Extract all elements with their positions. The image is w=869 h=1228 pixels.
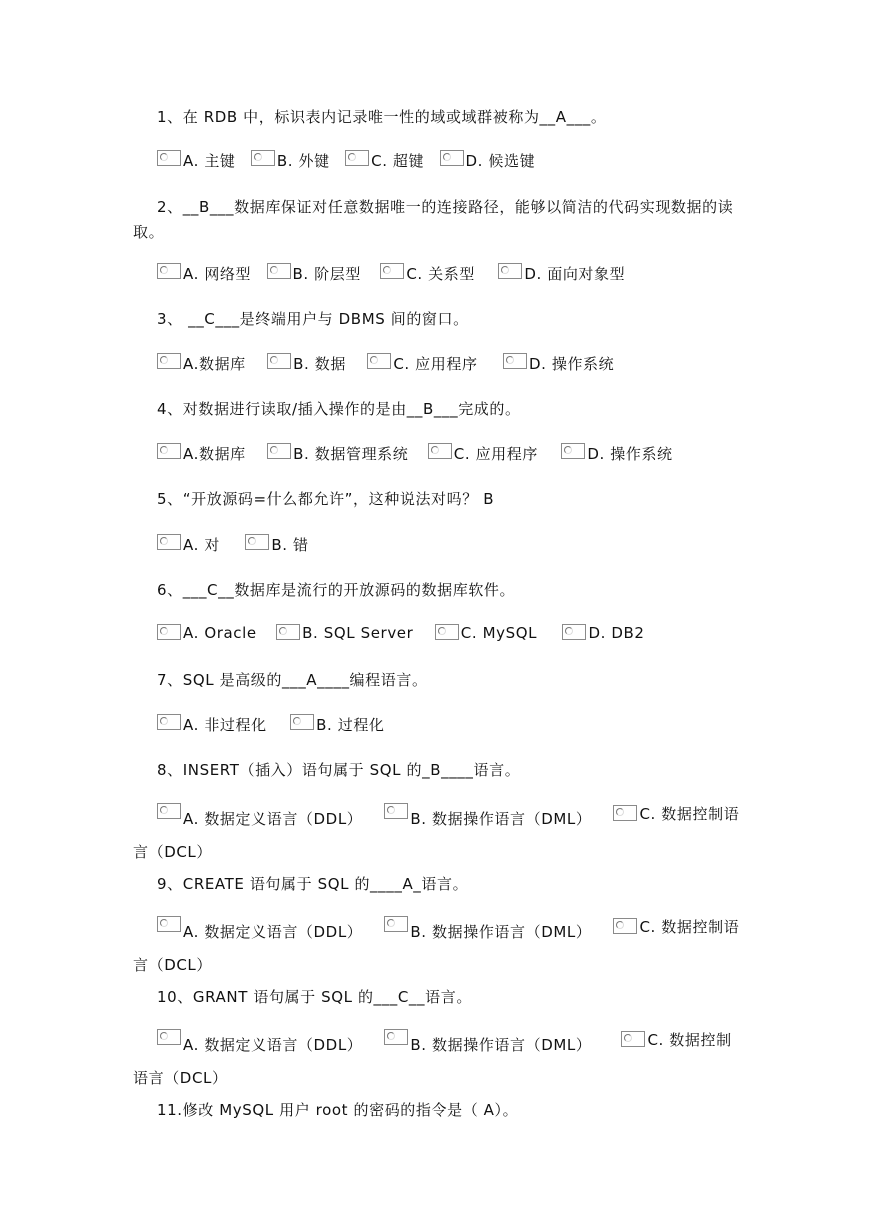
option-q8-a[interactable]: A. 数据定义语言（DDL） <box>157 803 362 836</box>
radio-button[interactable] <box>157 803 181 819</box>
question-9: 9、CREATE 语句属于 SQL 的____A_语言。 <box>157 875 469 893</box>
option-q1-c[interactable]: C. 超键 <box>345 150 424 171</box>
option-q10-a[interactable]: A. 数据定义语言（DDL） <box>157 1029 362 1062</box>
radio-button[interactable] <box>157 150 181 166</box>
option-q2-d[interactable]: D. 面向对象型 <box>498 263 625 284</box>
radio-button[interactable] <box>367 353 391 369</box>
option-q4-d[interactable]: D. 操作系统 <box>561 443 672 464</box>
radio-button[interactable] <box>613 805 637 821</box>
option-q10-b[interactable]: B. 数据操作语言（DML） <box>384 1029 591 1062</box>
option-q2-b[interactable]: B. 阶层型 <box>267 263 361 284</box>
radio-button[interactable] <box>157 624 181 640</box>
radio-button[interactable] <box>157 353 181 369</box>
options-q10 <box>133 1024 743 1095</box>
options-q4 <box>157 443 673 464</box>
question-2: 2、__B___数据库保证对任意数据唯一的连接路径，能够以简洁的代码实现数据的读取。 <box>133 198 734 241</box>
radio-button[interactable] <box>290 714 314 730</box>
options-q3 <box>157 353 614 374</box>
radio-button[interactable] <box>157 534 181 550</box>
radio-button[interactable] <box>435 624 459 640</box>
radio-button[interactable] <box>345 150 369 166</box>
question-11: 11.修改 MySQL 用户 root 的密码的指令是（ A）。 <box>157 1101 519 1119</box>
radio-button[interactable] <box>428 443 452 459</box>
radio-button[interactable] <box>498 263 522 279</box>
option-q8-b[interactable]: B. 数据操作语言（DML） <box>384 803 591 836</box>
option-q1-b[interactable]: B. 外键 <box>251 150 330 171</box>
question-10: 10、GRANT 语句属于 SQL 的___C__语言。 <box>157 988 472 1006</box>
question-7: 7、SQL 是高级的___A____编程语言。 <box>157 671 428 689</box>
option-q2-c[interactable]: C. 关系型 <box>380 263 475 284</box>
option-q9-b[interactable]: B. 数据操作语言（DML） <box>384 916 591 949</box>
option-q8-c[interactable]: C. 数据控制语言（DCL） <box>133 805 740 861</box>
radio-button[interactable] <box>440 150 464 166</box>
option-q10-c[interactable]: C. 数据控制语言（DCL） <box>133 1031 732 1087</box>
radio-button[interactable] <box>613 918 637 934</box>
radio-button[interactable] <box>561 443 585 459</box>
option-q1-a[interactable]: A. 主键 <box>157 150 236 171</box>
options-q1 <box>157 150 535 171</box>
question-3: 3、 __C___是终端用户与 DBMS 间的窗口。 <box>157 310 469 328</box>
option-q2-a[interactable]: A. 网络型 <box>157 263 251 284</box>
question-6: 6、___C__数据库是流行的开放源码的数据库软件。 <box>157 581 516 599</box>
options-q2 <box>157 263 625 284</box>
option-q7-b[interactable]: B. 过程化 <box>290 714 384 735</box>
option-q6-c[interactable]: C. MySQL <box>435 624 537 642</box>
options-q8 <box>133 798 743 869</box>
radio-button[interactable] <box>503 353 527 369</box>
option-q5-a[interactable]: A. 对 <box>157 534 220 555</box>
radio-button[interactable] <box>157 714 181 730</box>
options-q5 <box>157 534 309 555</box>
radio-button[interactable] <box>384 803 408 819</box>
option-q3-c[interactable]: C. 应用程序 <box>367 353 477 374</box>
option-q9-a[interactable]: A. 数据定义语言（DDL） <box>157 916 362 949</box>
radio-button[interactable] <box>380 263 404 279</box>
question-1: 1、在 RDB 中，标识表内记录唯一性的域或域群被称为__A___。 <box>157 108 607 126</box>
options-q6 <box>157 624 645 644</box>
option-q6-a[interactable]: A. Oracle <box>157 624 257 642</box>
radio-button[interactable] <box>621 1031 645 1047</box>
option-q4-c[interactable]: C. 应用程序 <box>428 443 538 464</box>
radio-button[interactable] <box>267 443 291 459</box>
radio-button[interactable] <box>157 443 181 459</box>
radio-button[interactable] <box>157 1029 181 1045</box>
question-5: 5、“开放源码=什么都允许”，这种说法对吗？ B <box>157 490 495 508</box>
radio-button[interactable] <box>384 916 408 932</box>
radio-button[interactable] <box>251 150 275 166</box>
question-4: 4、对数据进行读取/插入操作的是由__B___完成的。 <box>157 400 521 418</box>
option-q3-a[interactable]: A.数据库 <box>157 353 246 374</box>
option-q3-b[interactable]: B. 数据 <box>267 353 346 374</box>
radio-button[interactable] <box>245 534 269 550</box>
radio-button[interactable] <box>157 263 181 279</box>
radio-button[interactable] <box>267 353 291 369</box>
option-q6-b[interactable]: B. SQL Server <box>276 624 413 642</box>
option-q9-c[interactable]: C. 数据控制语言（DCL） <box>133 918 740 974</box>
options-q7 <box>157 714 385 735</box>
radio-button[interactable] <box>276 624 300 640</box>
option-q7-a[interactable]: A. 非过程化 <box>157 714 267 735</box>
option-q1-d[interactable]: D. 候选键 <box>440 150 536 171</box>
option-q3-d[interactable]: D. 操作系统 <box>503 353 614 374</box>
radio-button[interactable] <box>267 263 291 279</box>
option-q6-d[interactable]: D. DB2 <box>562 624 644 642</box>
radio-button[interactable] <box>562 624 586 640</box>
radio-button[interactable] <box>157 916 181 932</box>
question-8: 8、INSERT（插入）语句属于 SQL 的_B____语言。 <box>157 761 521 779</box>
option-q4-b[interactable]: B. 数据管理系统 <box>267 443 408 464</box>
radio-button[interactable] <box>384 1029 408 1045</box>
option-q5-b[interactable]: B. 错 <box>245 534 308 555</box>
option-q4-a[interactable]: A.数据库 <box>157 443 246 464</box>
options-q9 <box>133 911 743 982</box>
